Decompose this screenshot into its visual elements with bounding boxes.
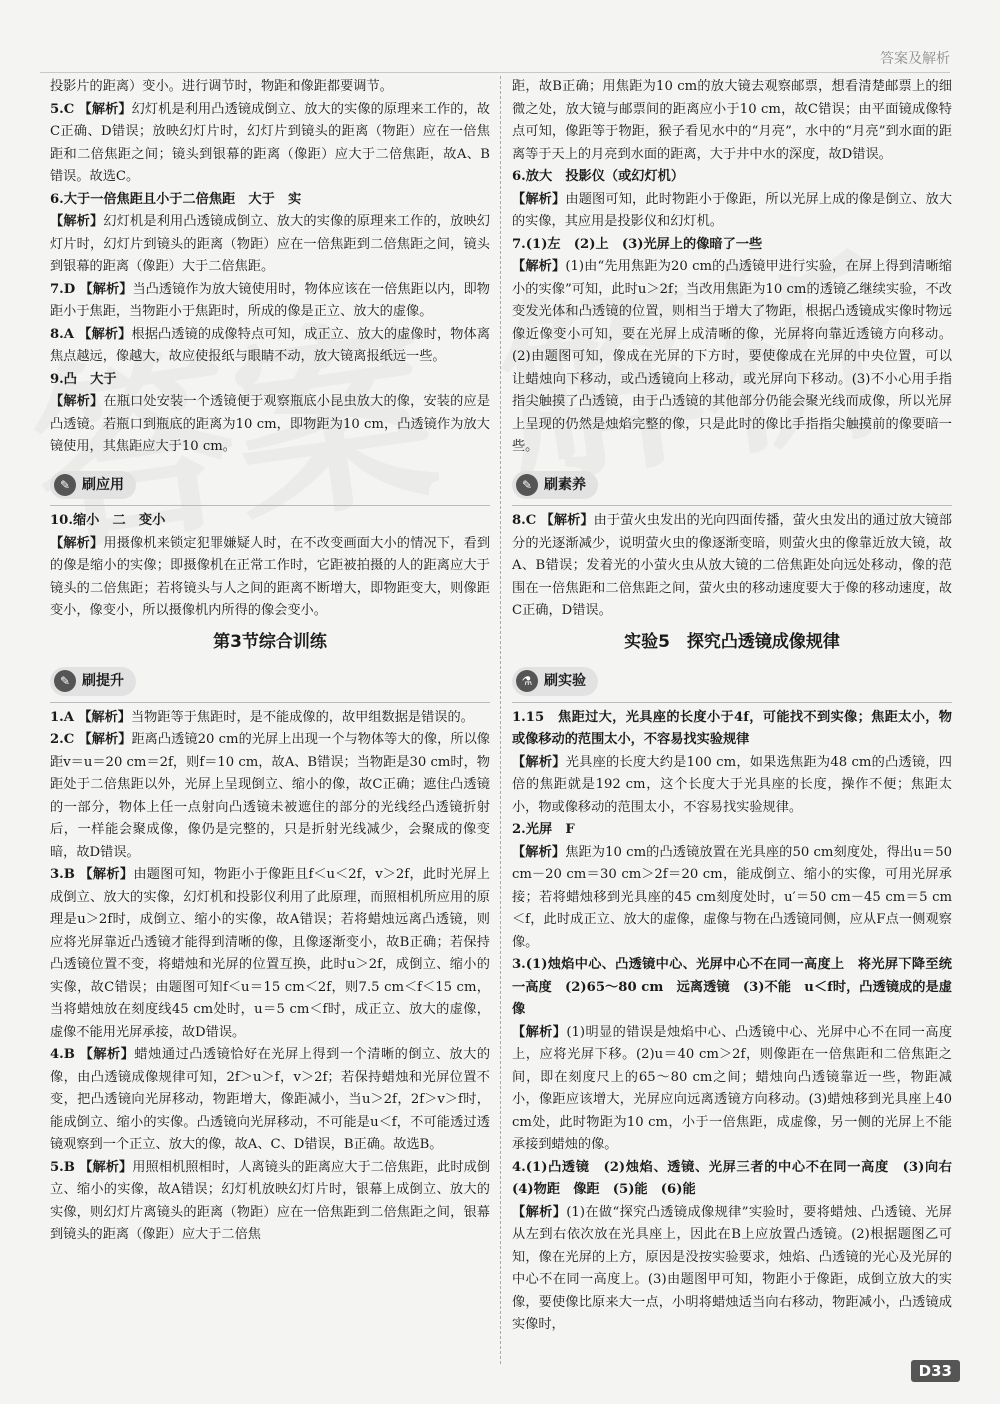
analysis-tag: 【解析】 [512,1204,567,1220]
section-title: 实验5 探究凸透镜成像规律 [624,631,840,652]
answer-text: 15 焦距过大，光具座的长度小于4f，可能找不到实像；焦距太小，物或像移动的范围太小，不容易找实验规律 [512,709,952,747]
analysis-text: (1)由“先用焦距为20 cm的凸透镜甲进行实验，在屏上得到清晰缩小的实像”可知，此时u＞2f；当改用焦距为10 cm的透镜乙继续实验，不改变发光体和凸透镜的位置，则相当于增大了物距，根据凸透镜成实像时物远像近像变小可知，要在光屏上成清晰的像，光屏将向靠近透镜方向移动。(2)由题图可知，像成在光屏的下方时，要使像成在光屏的中央位置，可以让蜡烛向下移动，或凸透镜向上移动，或光屏向下移动。(3)不小心用手指指尖触摸了凸透镜，由于凸透镜的其他部分仍能会聚光线而成像，所以光屏上呈现的仍然是烛焰完整的像，只是此时的像比手指指尖触摸前的像要暗一些。 [512,259,952,454]
analysis-text: 由题图可知，物距小于像距且f＜u＜2f，v＞2f，此时光屏上成倒立、放大的实像，幻灯机和投影仪利用了此原理，而照相机所应用的原理是u＞2f时，成倒立、缩小的实像，故A错误；若将蜡烛远离凸透镜，则应将光屏靠近凸透镜才能得到清晰的像，且像逐渐变小，故B正确；若保持凸透镜位置不变，将蜡烛和光屏的位置互换，此时u＞2f，成倒立、缩小的实像，故C错误；由题图可知f＜u＝15 cm＜2f，则7.5 cm＜f＜15 cm，当将蜡烛放在刻度线45 cm处时，u＝5 cm＜f时，成正立、放大的虚像，虚像不能用光屏承接，故D错误。 [50,867,490,1040]
analysis-text: 用照相机照相时，人离镜头的距离应大于二倍焦距，此时成倒立、缩小的实像，故A错误；幻灯机放映幻灯片时，银幕上成倒立、放大的实像，则幻灯片离镜头的距离（物距）应在一倍焦距到二倍焦距之间，银幕到镜头的距离（像距）应大于二倍焦 [50,1159,491,1242]
question-number: 4. [512,1159,526,1175]
analysis-text: 由于萤火虫发出的光向四面传播，萤火虫发出的通过放大镜部分的光逐渐减少，说明萤火虫的像逐渐变暗，则萤火虫的像靠近放大镜，故A、B错误；发着光的小萤火虫从放大镜的二倍焦距处向远处移动，像的范围在一倍焦距和二倍焦距之间，萤火虫的移动速度要大于像的移动速度，故C正确，D错误。 [512,513,952,618]
analysis-paragraph [50,533,490,623]
answer-item [50,864,490,1044]
answer-item [50,189,490,212]
page-header-title: 答案及解析 [880,51,950,67]
analysis-paragraph [50,211,490,279]
section-banner [50,667,136,696]
header-rule [40,72,950,73]
section-title: 第3节综合训练 [213,631,327,652]
flask-icon: ⚗ [516,670,538,692]
analysis-tag: 【解析】 [512,259,566,274]
question-number: 1. [512,709,526,725]
answer-item [50,324,490,369]
answer-text: (1)凸透镜 (2)烛焰、透镜、光屏三者的中心不在同一高度 (3)向右 (4)物距 像距 (5)能 (6)能 [512,1159,966,1197]
answer-text: (1)烛焰中心、凸透镜中心、光屏中心不在同一高度上 将光屏下降至统一高度 (2)65～80 cm 远离透镜 (3)不能 u＜f时，凸透镜成的是虚像 [512,957,952,1017]
analysis-paragraph [512,842,952,955]
answer-item [50,369,490,392]
column-divider [500,76,501,1364]
analysis-text: 距离凸透镜20 cm的光屏上出现一个与物体等大的像，所以像距v＝u＝20 cm＝2f，则f＝10 cm，故A、B错误；当物距是30 cm时，物距处于二倍焦距以外，光屏上呈现倒立、缩小的像，故C正确；遮住凸透镜的一部分，物体上任一点射向凸透镜未被遮住的部分的光线经凸透镜折射后，一样能会聚成像，像仍是完整的，只是折射光线减少，会聚成的像变暗，故D错误。 [50,732,490,860]
analysis-text: (1)明显的错误是烛焰中心、凸透镜中心、光屏中心不在同一高度上，应将光屏下移。(2)u＝40 cm＞2f，则像距在一倍焦距和二倍焦距之间，即在刻度尺上的65～80 cm之间；蜡烛向凸透镜靠近一些，物距减小，像距应该增大，光屏应向远离透镜方向移动。(3)蜡烛移到光具座上40 cm处，此时物距为10 cm，小于一倍焦距，成虚像，另一侧的光屏上不能承接到蜡烛的像。 [512,1024,953,1152]
answer-item [50,99,490,189]
answer-item [512,819,952,842]
answer-item [50,707,490,730]
analysis-tag: 【解析】 [79,1047,135,1062]
left-column [50,76,490,1247]
paragraph-continuation: 投影片的距离）变小。进行调节时，物距和像距都要调节。 [50,79,393,94]
answer-text: 缩小 二 变小 [72,513,166,528]
analysis-tag: 【解析】 [540,513,594,528]
answer-item [512,1157,966,1202]
section-banner [512,667,598,696]
analysis-paragraph [50,391,490,459]
analysis-tag: 【解析】 [512,844,566,860]
answer-text: 大于一倍焦距且小于二倍焦距 大于 实 [63,191,302,207]
banner-label: 刷实验 [544,673,586,689]
page-number: D33 [911,1360,960,1382]
question-number: 3. [512,957,526,972]
analysis-tag: 【解析】 [78,732,132,747]
answer-item [50,279,490,324]
analysis-tag: 【解析】 [79,867,134,882]
answer-item [50,510,490,533]
analysis-tag: 【解析】 [512,191,566,207]
section-banner-wrap [512,655,952,703]
analysis-tag: 【解析】 [78,101,132,117]
question-number: 4.B [50,1047,75,1062]
question-number: 8.C [512,513,537,528]
right-column [512,76,966,1337]
analysis-text: 根据凸透镜的成像特点可知，成正立、放大的虚像时，物体离焦点越远，像越大，故应使报纸与眼睛不动，放大镜离报纸远一些。 [50,326,491,364]
section-banner [50,471,136,500]
analysis-text: 蜡烛通过凸透镜恰好在光屏上得到一个清晰的倒立、放大的像，由凸透镜成像规律可知，2f＞u＞f，v＞2f；若保持蜡烛和光屏位置不变，把凸透镜向光屏移动，物距增大，像距减小，当u＞2f，2f＞v＞f时，能成倒立、缩小的实像。凸透镜向光屏移动，不可能是u＜f，不可能透过透镜观察到一个正立、放大的像，故A、C、D错误，B正确。故选B。 [50,1047,491,1152]
banner-label: 刷提升 [82,673,124,689]
question-number: 7.D [50,281,76,297]
question-number: 1.A [50,709,74,725]
analysis-tag: 【解析】 [512,754,566,770]
pencil-icon: ✎ [54,474,76,496]
analysis-tag: 【解析】 [78,326,132,342]
question-number: 8.A [50,326,74,342]
section-banner-wrap [50,459,490,507]
answer-item [512,234,952,257]
analysis-text: 幻灯机是利用凸透镜成倒立、放大的实像的原理来工作的，故C正确、D错误；放映幻灯片时，幻灯片到镜头的距离（物距）应在一倍焦距和二倍焦距之间；镜头到银幕的距离（像距）应大于二倍焦距，故A、B错误。故选C。 [50,101,490,184]
question-number: 10. [50,513,73,528]
answer-item [512,166,952,189]
analysis-text: 当物距等于焦距时，是不能成像的，故甲组数据是错误的。 [130,709,474,725]
section-banner-wrap [50,655,490,703]
analysis-text: 光具座的长度大约是100 cm，如果选焦距为48 cm的凸透镜，四倍的焦距就是192 cm，这个长度大于光具座的长度，操作不便；焦距太小，物或像移动的范围太小，不容易找实验规律。 [512,754,952,815]
pencil-icon: ✎ [516,474,538,496]
answer-text: 放大 投影仪（或幻灯机） [525,169,685,184]
answer-text: (1)左 (2)上 (3)光屏上的像暗了一些 [525,236,763,252]
analysis-paragraph [512,1202,952,1337]
question-number: 2.C [50,732,75,747]
banner-label: 刷应用 [82,476,124,493]
analysis-tag: 【解析】 [50,535,104,551]
answer-item [512,954,952,1022]
analysis-paragraph [512,1022,952,1157]
question-number: 5.B [50,1159,75,1175]
section-banner-wrap [512,459,952,507]
analysis-paragraph [512,256,952,459]
analysis-text: 由题图可知，此时物距小于像距，所以光屏上成的像是倒立、放大的实像，其应用是投影仪和幻灯机。 [512,191,953,229]
analysis-tag: 【解析】 [79,281,133,297]
answer-item [50,1044,490,1157]
pencil-icon: ✎ [54,670,76,692]
question-number: 3.B [50,867,75,882]
analysis-text: (1)在做“探究凸透镜成像规律”实验时，要将蜡烛、凸透镜、光屏从左到右依次放在光具座上，因此在B上应放置凸透镜。(2)根据题图乙可知，像在光屏的上方，原因是没按实验要求，烛焰、凸透镜的光心及光屏的中心不在同一高度上。(3)由题图甲可知，物距小于像距，成倒立放大的实像，要使像比原来大一点，小明将蜡烛适当向右移动，物距减小，凸透镜成实像时， [512,1204,952,1332]
analysis-paragraph [512,189,952,234]
question-number: 6. [50,191,64,207]
answer-item [50,729,490,864]
section-banner [512,471,598,500]
answer-item [50,1157,490,1247]
analysis-tag: 【解析】 [78,709,131,725]
question-number: 7. [512,236,526,252]
analysis-text: 当凸透镜作为放大镜使用时，物体应该在一倍焦距以内，即物距小于焦距，当物距小于焦距时，所成的像是正立、放大的虚像。 [50,281,490,319]
answer-text: 光屏 F [525,822,575,837]
question-number: 9. [50,371,64,387]
banner-label: 刷素养 [544,476,586,493]
analysis-tag: 【解析】 [50,394,104,409]
question-number: 6. [512,169,526,184]
analysis-text: 用摄像机来锁定犯罪嫌疑人时，在不改变画面大小的情况下，看到的像是缩小的实像；即摄像机在正常工作时，它距被拍摄的人的距离应大于镜头的二倍焦距；若将镜头与人之间的距离不断增大，即物距变大，则像距变小，像变小，所以摄像机内所得的像会变小。 [50,535,491,618]
answer-text: 凸 大于 [63,371,117,387]
analysis-text: 焦距为10 cm的凸透镜放置在光具座的50 cm刻度处，得出u＝50 cm－20 cm＝30 cm＞2f＝20 cm，能成倒立、缩小的实像，可用光屏承接；若将蜡烛移到光具座的45 cm刻度处时，u′＝50 cm－45 cm＝5 cm＜f，此时成正立、放大的虚像，虚像与物在凸透镜同侧，应从F点一侧观察像。 [512,844,953,950]
analysis-tag: 【解析】 [79,1159,133,1175]
analysis-tag: 【解析】 [512,1024,567,1040]
question-number: 5.C [50,101,75,117]
analysis-text: 幻灯机是利用凸透镜成倒立、放大的实像的原理来工作的，放映幻灯片时，幻灯片到镜头的距离（物距）应在一倍焦距到二倍焦距之间，镜头到银幕的距离（像距）大于二倍焦距。 [50,214,491,274]
question-number: 2. [512,822,526,837]
analysis-paragraph [512,752,952,820]
answer-item [512,510,952,623]
answer-item [512,707,952,752]
analysis-tag: 【解析】 [50,214,104,229]
analysis-text: 在瓶口处安装一个透镜便于观察瓶底小昆虫放大的像，安装的应是凸透镜。若瓶口到瓶底的距离为10 cm，即物距为10 cm，凸透镜作为放大镜使用，其焦距应大于10 cm。 [50,394,491,454]
paragraph-continuation: 距，故B正确；用焦距为10 cm的放大镜去观察邮票，想看清楚邮票上的细微之处，放大镜与邮票间的距离应小于10 cm，故C错误；由平面镜成像特点可知，像距等于物距，猴子看见水中的“月亮”，水中的“月亮”到水面的距离等于天上的月亮到水面的距离，大于井中水的深度，故D错误。 [512,79,952,162]
